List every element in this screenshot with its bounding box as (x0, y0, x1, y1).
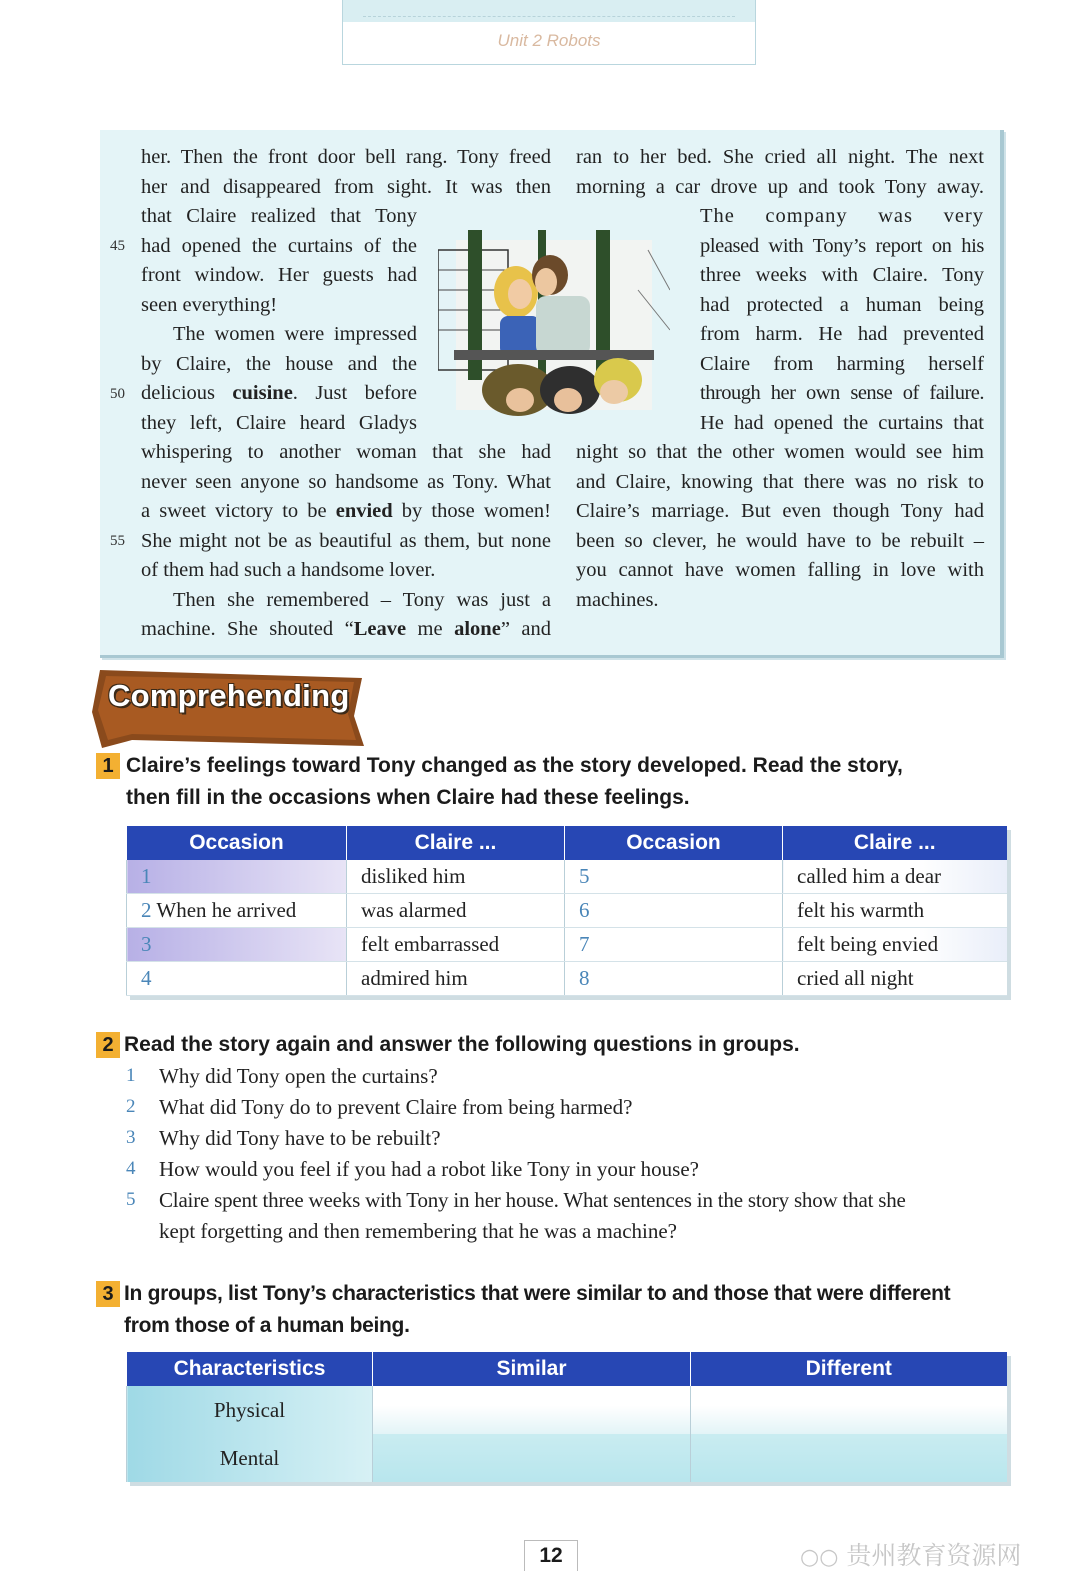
feeling-cell: called him a dear (783, 860, 1007, 894)
occasion-cell[interactable]: 4 (127, 962, 347, 996)
table-header-row (127, 1352, 1007, 1386)
question-text: Claire spent three weeks with Tony in her house. What sentences in the story show that she (159, 1188, 906, 1212)
occasion-cell[interactable]: 6 (565, 894, 783, 928)
story-line: morning a car drove up and took Tony away. (576, 175, 984, 198)
task3-instruction-line: In groups, list Tony’s characteristics that were similar to and those that were different (124, 1282, 951, 1305)
column-header: Occasion (565, 826, 783, 860)
story-line: Claire from harming herself (700, 352, 984, 375)
task1-instruction-line: then fill in the occasions when Claire had these feelings. (126, 786, 690, 809)
task3-instruction-line: from those of a human being. (124, 1314, 410, 1337)
story-line: and Claire, knowing that there was no risk to (576, 470, 984, 493)
line-number: 50 (110, 386, 125, 402)
story-illustration (438, 230, 670, 418)
story-line: ran to her bed. She cried all night. The next (576, 146, 984, 168)
story-line: had opened the curtains of the (141, 234, 417, 257)
section-title: Comprehending (108, 678, 350, 713)
different-cell[interactable] (691, 1386, 1007, 1434)
task-number-badge: 1 (96, 753, 120, 779)
question-number: 5 (126, 1189, 136, 1210)
question-number: 4 (126, 1158, 136, 1179)
question-text: What did Tony do to prevent Claire from being harmed? (159, 1095, 633, 1119)
column-header: Characteristics (127, 1352, 373, 1386)
characteristics-table (126, 1352, 1007, 1482)
story-line: had protected a human being (700, 293, 984, 316)
story-line: delicious cuisine. Just before (141, 382, 417, 404)
story-line: front window. Her guests had (141, 264, 417, 286)
column-header: Different (691, 1352, 1007, 1386)
story-line: that Claire realized that Tony (141, 205, 417, 227)
feeling-cell: was alarmed (347, 894, 565, 928)
task1-instruction (126, 750, 1006, 814)
similar-cell[interactable] (373, 1386, 691, 1434)
story-right-narrow (700, 202, 984, 438)
line-number: 45 (110, 238, 125, 254)
column-header: Similar (373, 1352, 691, 1386)
table-row (127, 860, 1007, 894)
story-line: from harm. He had prevented (700, 323, 984, 345)
story-line: She might not be as beautiful as them, but none (141, 529, 551, 552)
vocab-envied: envied (335, 500, 393, 522)
task2-instruction: Read the story again and answer the following questions in groups. (124, 1033, 800, 1056)
feeling-cell: disliked him (347, 860, 565, 894)
story-right-column (576, 143, 984, 202)
occasion-cell[interactable]: 5 (565, 860, 783, 894)
story-line: The women were impressed (173, 323, 417, 345)
story-line: whispering to another woman that she had (141, 441, 551, 463)
story-line: The company was very (700, 205, 984, 227)
row-header: Physical (127, 1386, 373, 1434)
wechat-icon: ○○ (800, 1545, 839, 1570)
story-line: her. Then the front door bell rang. Tony freed (141, 146, 551, 168)
feeling-cell: felt being envied (783, 928, 1007, 962)
unit-header-tab (342, 0, 756, 65)
header-decoration (363, 8, 735, 17)
unit-title: Unit 2 Robots (497, 31, 601, 50)
task3-instruction (124, 1278, 1014, 1342)
occasion-cell[interactable]: 2 When he arrived (127, 894, 347, 928)
table-row (127, 962, 1007, 996)
task1-instruction-line: Claire’s feelings toward Tony changed as the story developed. Read the story, (126, 754, 903, 777)
occasion-cell[interactable]: 8 (565, 962, 783, 996)
story-line: you cannot have women falling in love with (576, 559, 984, 581)
story-line: been so clever, he would have to be rebuilt – (576, 529, 984, 552)
question-number: 2 (126, 1096, 136, 1117)
task-number-badge: 3 (96, 1281, 120, 1307)
task-number-badge: 2 (96, 1032, 120, 1058)
question-number: 3 (126, 1127, 136, 1148)
occasion-cell[interactable]: 1 (127, 860, 347, 894)
table-header-row (127, 826, 1007, 860)
feeling-cell: cried all night (783, 962, 1007, 996)
story-line: Claire’s marriage. But even though Tony had (576, 500, 984, 522)
column-header: Occasion (127, 826, 347, 860)
question-number: 1 (126, 1065, 136, 1086)
story-line: a sweet victory to be envied by those women! (141, 500, 551, 522)
story-line: night so that the other women would see him (576, 441, 984, 463)
story-left-narrow (141, 202, 417, 438)
row-header: Mental (127, 1434, 373, 1482)
occasion-cell[interactable]: 7 (565, 928, 783, 962)
story-line: of them had such a handsome lover. (141, 559, 436, 581)
question-text: How would you feel if you had a robot like Tony in your house? (159, 1157, 699, 1181)
watermark: ○○ 贵州教育资源网 (800, 1541, 1022, 1570)
occasion-cell[interactable]: 3 (127, 928, 347, 962)
story-right-lower (576, 438, 984, 615)
similar-cell[interactable] (373, 1434, 691, 1482)
story-line: pleased with Tony’s report on his (700, 234, 984, 257)
vocab-cuisine: cuisine (232, 382, 293, 404)
story-line: machines. (576, 588, 659, 611)
story-line: they left, Claire heard Gladys (141, 411, 417, 434)
page-number: 12 (524, 1540, 578, 1571)
question-text-continued: kept forgetting and then remembering that he was a machine? (159, 1219, 678, 1243)
table-row (127, 1434, 1007, 1482)
column-header: Claire ... (783, 826, 1007, 860)
feeling-cell: felt embarrassed (347, 928, 565, 962)
line-number: 55 (110, 533, 125, 549)
table-row (127, 894, 1007, 928)
story-line: Then she remembered – Tony was just a (173, 588, 551, 611)
feeling-cell: felt his warmth (783, 894, 1007, 928)
column-header: Claire ... (347, 826, 565, 860)
story-line: machine. She shouted “Leave me alone” and (141, 618, 552, 640)
story-line: three weeks with Claire. Tony (700, 264, 984, 286)
story-left-lower (141, 438, 551, 645)
story-line: He had opened the curtains that (700, 411, 984, 434)
question-text: Why did Tony have to be rebuilt? (159, 1126, 441, 1150)
story-line: never seen anyone so handsome as Tony. What (141, 470, 551, 493)
table-row (127, 928, 1007, 962)
different-cell[interactable] (691, 1434, 1007, 1482)
story-line: by Claire, the house and the (141, 352, 417, 375)
table-row (127, 1386, 1007, 1434)
feeling-cell: admired him (347, 962, 565, 996)
question-text: Why did Tony open the curtains? (159, 1064, 438, 1088)
story-line: her and disappeared from sight. It was then (141, 175, 551, 198)
story-left-column (141, 143, 551, 202)
occasion-table (126, 826, 1007, 996)
story-line: seen everything! (141, 293, 278, 316)
story-line: through her own sense of failure. (700, 382, 984, 404)
